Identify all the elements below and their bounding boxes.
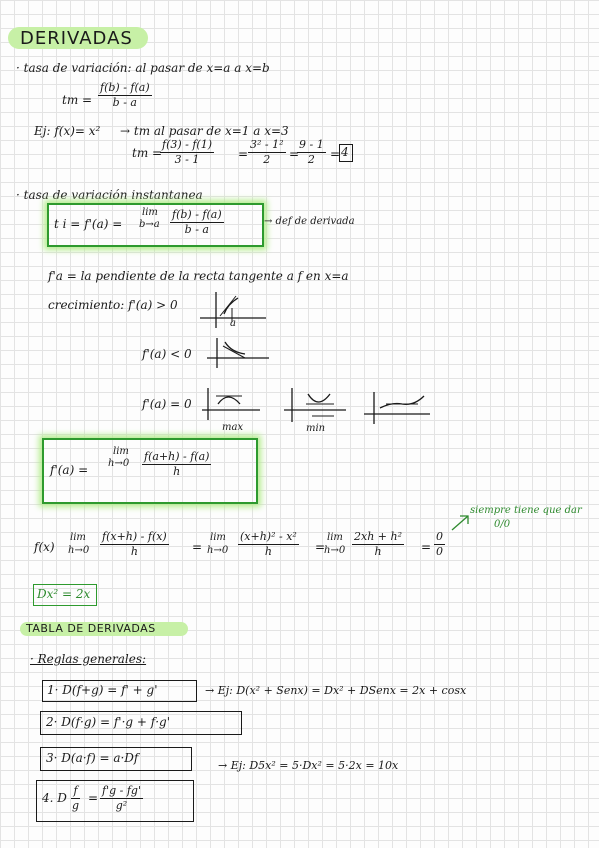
rule-4-denominator: g² bbox=[115, 799, 128, 812]
step-fraction-2 bbox=[238, 530, 299, 559]
ti-fraction bbox=[170, 208, 224, 237]
ti-lim-top: lim bbox=[142, 207, 158, 218]
lim2-bottom: h→0 bbox=[207, 545, 229, 556]
rule-2: 2· D(f·g) = f'·g + f·g' bbox=[46, 715, 171, 729]
ej-eq-3: = bbox=[330, 147, 341, 161]
tm-lhs: tm = bbox=[62, 93, 93, 107]
step-num-2: (x+h)² - x² bbox=[240, 530, 297, 543]
pendiente-text: f'a = la pendiente de la recta tangente a f en x=a bbox=[48, 269, 349, 283]
deriv-lhs: f'(a) = bbox=[50, 463, 89, 477]
deriv-lim-bottom: h→0 bbox=[108, 458, 130, 469]
rule-4-f: f bbox=[73, 784, 78, 797]
ej-fraction-2 bbox=[248, 138, 286, 167]
tabla-heading: TABLA DE DERIVADAS bbox=[26, 622, 156, 635]
rule-3-example: → Ej: D5x² = 5·Dx² = 5·2x = 10x bbox=[218, 759, 399, 772]
siempre-note-fraction: 0/0 bbox=[494, 519, 511, 530]
inflection-sketch bbox=[362, 390, 432, 426]
tm-numerator: f(b) - f(a) bbox=[100, 81, 150, 94]
ejemplo-text: → tm al pasar de x=1 a x=3 bbox=[120, 124, 289, 138]
ti-lim-bottom: b→a bbox=[139, 219, 160, 230]
tvi-heading: · tasa de variación instantanea bbox=[16, 188, 203, 202]
deriv-fraction bbox=[142, 450, 211, 479]
siempre-note: siempre tiene que dar bbox=[470, 505, 582, 516]
green-arrow-icon bbox=[450, 512, 472, 532]
ej-num-3: 9 - 1 bbox=[299, 138, 324, 151]
page-title: DERIVADAS bbox=[20, 28, 133, 49]
ej-den-2: 2 bbox=[263, 153, 271, 166]
ej-eq-2: = bbox=[289, 147, 300, 161]
min-label: min bbox=[306, 423, 326, 434]
step-eq-3: = bbox=[421, 540, 432, 554]
ej-den-3: 2 bbox=[307, 153, 315, 166]
zero-label: f'(a) = 0 bbox=[142, 397, 192, 411]
rule-3: 3· D(a·f) = a·Df bbox=[46, 751, 139, 765]
rule-4-fg-fraction bbox=[70, 784, 81, 813]
step-num-3: 2xh + h² bbox=[354, 530, 402, 543]
ej-tm-lhs: tm = bbox=[132, 146, 163, 160]
step-eq-2: = bbox=[315, 540, 326, 554]
ti-denominator: b - a bbox=[184, 223, 209, 236]
tasa-variacion-heading: · tasa de variación: al pasar de x=a a x=b bbox=[16, 61, 270, 75]
ej-den-1: 3 - 1 bbox=[174, 153, 200, 166]
step-den-3: h bbox=[374, 545, 382, 558]
tm-fraction bbox=[98, 81, 152, 110]
step-den-1: h bbox=[130, 545, 138, 558]
ej-fraction-1 bbox=[160, 138, 214, 167]
ej-num-1: f(3) - f(1) bbox=[162, 138, 213, 151]
rule-4-prefix: 4. D bbox=[42, 791, 67, 805]
step-eq-1: = bbox=[192, 540, 203, 554]
rule-4-result-fraction bbox=[100, 784, 143, 813]
rule-1-example: → Ej: D(x² + Senx) = Dx² + DSenx = 2x + cosx bbox=[205, 684, 467, 697]
tm-denominator: b - a bbox=[112, 96, 137, 109]
step-fraction-4 bbox=[434, 530, 445, 559]
ej-num-2: 3² - 1² bbox=[250, 138, 284, 151]
ej-eq-1: = bbox=[238, 147, 249, 161]
ej-result: 4 bbox=[341, 145, 349, 159]
deriv-denominator: h bbox=[173, 465, 181, 478]
step-den-2: h bbox=[264, 545, 272, 558]
ejemplo-label: Ej: f(x)= x² bbox=[34, 124, 101, 138]
step-fraction-1 bbox=[100, 530, 169, 559]
lim3-bottom: h→0 bbox=[324, 545, 346, 556]
deriv-numerator: f(a+h) - f(a) bbox=[144, 450, 210, 463]
negative-label: f'(a) < 0 bbox=[142, 347, 192, 361]
crec-a-label: a bbox=[230, 318, 236, 329]
rule-4-numerator: f'g - fg' bbox=[102, 784, 141, 797]
max-sketch bbox=[200, 386, 262, 422]
deriv-lim-top: lim bbox=[113, 446, 129, 457]
max-label: max bbox=[222, 422, 244, 433]
lim1-bottom: h→0 bbox=[68, 545, 90, 556]
ti-lhs: t i = f'(a) = bbox=[54, 217, 123, 231]
step-num-4: 0 bbox=[436, 530, 443, 543]
min-sketch bbox=[282, 386, 348, 424]
rule-1: 1· D(f+g) = f' + g' bbox=[47, 683, 158, 697]
rule-4-g: g bbox=[72, 799, 80, 812]
lim3-top: lim bbox=[327, 532, 343, 543]
dx-result: Dx² = 2x bbox=[37, 587, 91, 601]
ti-numerator: f(b) - f(a) bbox=[172, 208, 222, 221]
reglas-heading: · Reglas generales: bbox=[30, 652, 147, 666]
lim2-top: lim bbox=[210, 532, 226, 543]
fx-label: f(x) bbox=[34, 540, 55, 554]
step-num-1: f(x+h) - f(x) bbox=[102, 530, 167, 543]
def-derivada-note: → def de derivada bbox=[264, 216, 355, 227]
step-fraction-3 bbox=[352, 530, 404, 559]
decreasing-sketch bbox=[205, 336, 275, 370]
lim1-top: lim bbox=[70, 532, 86, 543]
ej-fraction-3 bbox=[297, 138, 326, 167]
crecimiento-label: crecimiento: f'(a) > 0 bbox=[48, 298, 178, 312]
step-den-4: 0 bbox=[436, 545, 443, 558]
rule-4-eq: = bbox=[88, 791, 99, 805]
